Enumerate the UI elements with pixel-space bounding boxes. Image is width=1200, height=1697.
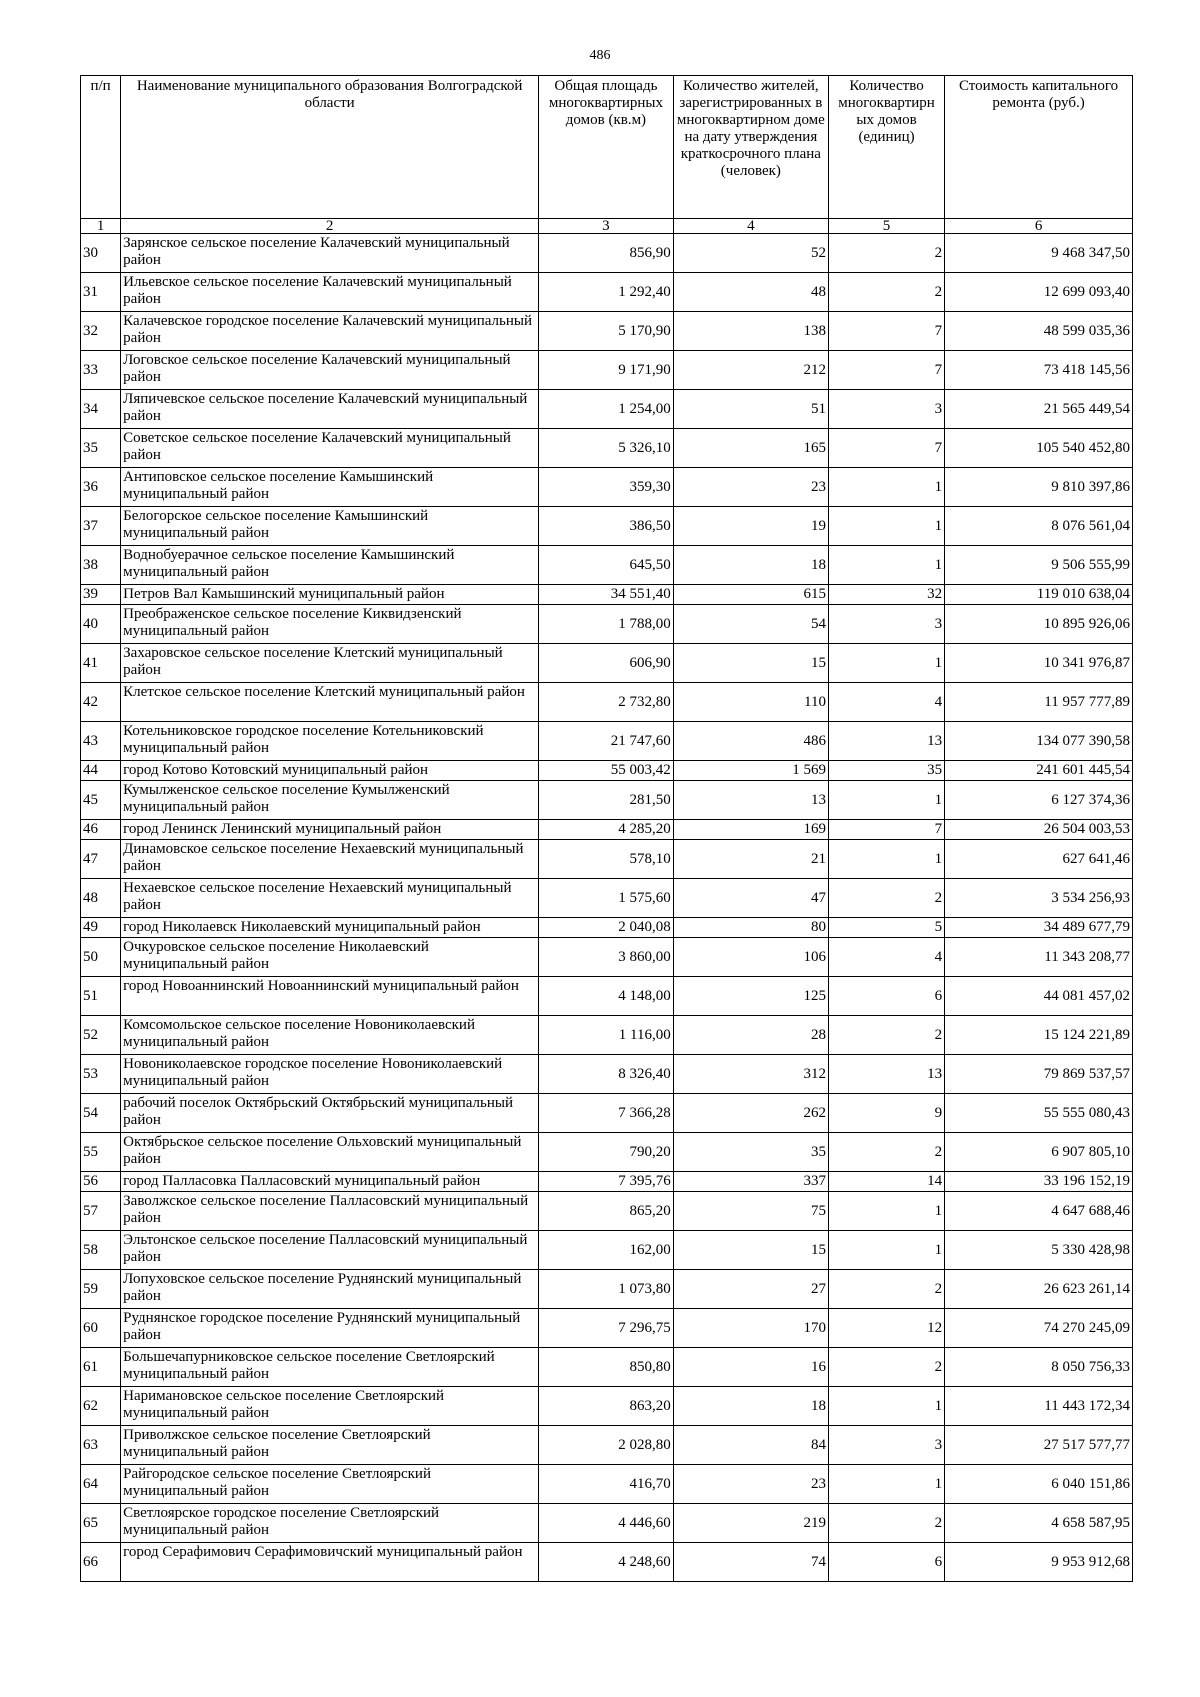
table-row <box>81 1133 1133 1172</box>
header-repair-cost: Стоимость капитального ремонта (руб.) <box>945 76 1133 219</box>
repair-cost: 26 623 261,14 <box>945 1270 1133 1309</box>
row-number: 30 <box>81 234 121 273</box>
capital-repair-table <box>80 75 1133 1582</box>
buildings-count: 1 <box>828 507 944 546</box>
column-number: 2 <box>121 219 539 234</box>
total-area: 5 326,10 <box>539 429 674 468</box>
row-number: 51 <box>81 977 121 1016</box>
column-number: 5 <box>828 219 944 234</box>
row-number: 55 <box>81 1133 121 1172</box>
total-area: 578,10 <box>539 840 674 879</box>
residents-count: 312 <box>673 1055 828 1094</box>
repair-cost: 3 534 256,93 <box>945 879 1133 918</box>
municipality-name: Райгородское сельское поселение Светлоярский муниципальный район <box>121 1465 539 1504</box>
municipality-name: Очкуровское сельское поселение Николаевский муниципальный район <box>121 938 539 977</box>
header-buildings-count: Количество многоквартирн ых домов (единиц) <box>828 76 944 219</box>
table-row <box>81 1231 1133 1270</box>
residents-count: 337 <box>673 1172 828 1192</box>
total-area: 4 285,20 <box>539 820 674 840</box>
row-number: 52 <box>81 1016 121 1055</box>
table-row <box>81 820 1133 840</box>
total-area: 1 575,60 <box>539 879 674 918</box>
total-area: 1 292,40 <box>539 273 674 312</box>
buildings-count: 2 <box>828 1016 944 1055</box>
residents-count: 51 <box>673 390 828 429</box>
table-row <box>81 585 1133 605</box>
repair-cost: 5 330 428,98 <box>945 1231 1133 1270</box>
repair-cost: 105 540 452,80 <box>945 429 1133 468</box>
row-number: 41 <box>81 644 121 683</box>
buildings-count: 35 <box>828 761 944 781</box>
row-number: 53 <box>81 1055 121 1094</box>
table-row <box>81 722 1133 761</box>
residents-count: 27 <box>673 1270 828 1309</box>
repair-cost: 26 504 003,53 <box>945 820 1133 840</box>
buildings-count: 2 <box>828 273 944 312</box>
row-number: 44 <box>81 761 121 781</box>
table-row <box>81 1543 1133 1582</box>
row-number: 63 <box>81 1426 121 1465</box>
municipality-name: Логовское сельское поселение Калачевский муниципальный район <box>121 351 539 390</box>
total-area: 416,70 <box>539 1465 674 1504</box>
buildings-count: 1 <box>828 840 944 879</box>
table-row <box>81 1172 1133 1192</box>
municipality-name: город Котово Котовский муниципальный район <box>121 761 539 781</box>
repair-cost: 15 124 221,89 <box>945 1016 1133 1055</box>
buildings-count: 3 <box>828 390 944 429</box>
municipality-name: город Николаевск Николаевский муниципальный район <box>121 918 539 938</box>
residents-count: 47 <box>673 879 828 918</box>
row-number: 31 <box>81 273 121 312</box>
municipality-name: Котельниковское городское поселение Котельниковский муниципальный район <box>121 722 539 761</box>
buildings-count: 1 <box>828 1192 944 1231</box>
header-number: п/п <box>81 76 121 219</box>
total-area: 856,90 <box>539 234 674 273</box>
buildings-count: 1 <box>828 1387 944 1426</box>
residents-count: 15 <box>673 644 828 683</box>
residents-count: 1 569 <box>673 761 828 781</box>
repair-cost: 241 601 445,54 <box>945 761 1133 781</box>
residents-count: 28 <box>673 1016 828 1055</box>
residents-count: 75 <box>673 1192 828 1231</box>
repair-cost: 10 341 976,87 <box>945 644 1133 683</box>
total-area: 7 366,28 <box>539 1094 674 1133</box>
buildings-count: 2 <box>828 1133 944 1172</box>
table-row <box>81 605 1133 644</box>
header-total-area: Общая площадь многоквартирных домов (кв.м) <box>539 76 674 219</box>
municipality-name: Большечапурниковское сельское поселение Светлоярский муниципальный район <box>121 1348 539 1387</box>
row-number: 46 <box>81 820 121 840</box>
repair-cost: 74 270 245,09 <box>945 1309 1133 1348</box>
row-number: 58 <box>81 1231 121 1270</box>
municipality-name: Ильевское сельское поселение Калачевский муниципальный район <box>121 273 539 312</box>
table-row <box>81 644 1133 683</box>
table-row <box>81 1270 1133 1309</box>
residents-count: 138 <box>673 312 828 351</box>
table-row <box>81 1192 1133 1231</box>
municipality-name: Ляпичевское сельское поселение Калачевский муниципальный район <box>121 390 539 429</box>
repair-cost: 4 658 587,95 <box>945 1504 1133 1543</box>
row-number: 32 <box>81 312 121 351</box>
total-area: 1 116,00 <box>539 1016 674 1055</box>
table-row <box>81 1387 1133 1426</box>
municipality-name: город Палласовка Палласовский муниципальный район <box>121 1172 539 1192</box>
residents-count: 74 <box>673 1543 828 1582</box>
row-number: 38 <box>81 546 121 585</box>
repair-cost: 21 565 449,54 <box>945 390 1133 429</box>
residents-count: 615 <box>673 585 828 605</box>
total-area: 2 028,80 <box>539 1426 674 1465</box>
total-area: 7 395,76 <box>539 1172 674 1192</box>
repair-cost: 9 468 347,50 <box>945 234 1133 273</box>
total-area: 9 171,90 <box>539 351 674 390</box>
row-number: 60 <box>81 1309 121 1348</box>
row-number: 64 <box>81 1465 121 1504</box>
residents-count: 35 <box>673 1133 828 1172</box>
residents-count: 16 <box>673 1348 828 1387</box>
header-municipality-name: Наименование муниципального образования Волгоградской области <box>121 76 539 219</box>
repair-cost: 34 489 677,79 <box>945 918 1133 938</box>
residents-count: 23 <box>673 468 828 507</box>
residents-count: 169 <box>673 820 828 840</box>
table-row <box>81 879 1133 918</box>
total-area: 162,00 <box>539 1231 674 1270</box>
residents-count: 23 <box>673 1465 828 1504</box>
total-area: 8 326,40 <box>539 1055 674 1094</box>
row-number: 40 <box>81 605 121 644</box>
total-area: 21 747,60 <box>539 722 674 761</box>
municipality-name: город Новоаннинский Новоаннинский муниципальный район <box>121 977 539 1016</box>
row-number: 47 <box>81 840 121 879</box>
municipality-name: Новониколаевское городское поселение Новониколаевский муниципальный район <box>121 1055 539 1094</box>
municipality-name: Клетское сельское поселение Клетский муниципальный район <box>121 683 539 722</box>
total-area: 4 148,00 <box>539 977 674 1016</box>
table-row <box>81 683 1133 722</box>
municipality-name: город Ленинск Ленинский муниципальный район <box>121 820 539 840</box>
buildings-count: 1 <box>828 1465 944 1504</box>
municipality-name: Белогорское сельское поселение Камышинский муниципальный район <box>121 507 539 546</box>
buildings-count: 7 <box>828 429 944 468</box>
repair-cost: 11 957 777,89 <box>945 683 1133 722</box>
residents-count: 84 <box>673 1426 828 1465</box>
residents-count: 106 <box>673 938 828 977</box>
table-row <box>81 781 1133 820</box>
buildings-count: 2 <box>828 879 944 918</box>
residents-count: 165 <box>673 429 828 468</box>
row-number: 35 <box>81 429 121 468</box>
municipality-name: Светлоярское городское поселение Светлоярский муниципальный район <box>121 1504 539 1543</box>
total-area: 863,20 <box>539 1387 674 1426</box>
municipality-name: Лопуховское сельское поселение Руднянский муниципальный район <box>121 1270 539 1309</box>
residents-count: 18 <box>673 546 828 585</box>
municipality-name: Кумылженское сельское поселение Кумылженский муниципальный район <box>121 781 539 820</box>
residents-count: 125 <box>673 977 828 1016</box>
page-number: 486 <box>589 48 611 63</box>
table-row <box>81 840 1133 879</box>
column-number: 1 <box>81 219 121 234</box>
buildings-count: 13 <box>828 1055 944 1094</box>
municipality-name: Динамовское сельское поселение Нехаевский муниципальный район <box>121 840 539 879</box>
table-row <box>81 1309 1133 1348</box>
repair-cost: 9 810 397,86 <box>945 468 1133 507</box>
residents-count: 80 <box>673 918 828 938</box>
row-number: 50 <box>81 938 121 977</box>
repair-cost: 6 907 805,10 <box>945 1133 1133 1172</box>
municipality-name: Заволжское сельское поселение Палласовский муниципальный район <box>121 1192 539 1231</box>
municipality-name: Руднянское городское поселение Руднянский муниципальный район <box>121 1309 539 1348</box>
repair-cost: 44 081 457,02 <box>945 977 1133 1016</box>
total-area: 1 254,00 <box>539 390 674 429</box>
repair-cost: 627 641,46 <box>945 840 1133 879</box>
repair-cost: 134 077 390,58 <box>945 722 1133 761</box>
table-row <box>81 1426 1133 1465</box>
municipality-name: город Серафимович Серафимовичский муниципальный район <box>121 1543 539 1582</box>
buildings-count: 13 <box>828 722 944 761</box>
residents-count: 19 <box>673 507 828 546</box>
row-number: 36 <box>81 468 121 507</box>
residents-count: 13 <box>673 781 828 820</box>
table-row <box>81 938 1133 977</box>
row-number: 42 <box>81 683 121 722</box>
column-number: 3 <box>539 219 674 234</box>
residents-count: 48 <box>673 273 828 312</box>
buildings-count: 3 <box>828 605 944 644</box>
row-number: 66 <box>81 1543 121 1582</box>
buildings-count: 5 <box>828 918 944 938</box>
repair-cost: 6 127 374,36 <box>945 781 1133 820</box>
municipality-name: Нехаевское сельское поселение Нехаевский муниципальный район <box>121 879 539 918</box>
total-area: 645,50 <box>539 546 674 585</box>
table-row <box>81 1348 1133 1387</box>
repair-cost: 10 895 926,06 <box>945 605 1133 644</box>
row-number: 56 <box>81 1172 121 1192</box>
row-number: 59 <box>81 1270 121 1309</box>
table-row <box>81 390 1133 429</box>
total-area: 5 170,90 <box>539 312 674 351</box>
buildings-count: 1 <box>828 781 944 820</box>
municipality-name: Зарянское сельское поселение Калачевский муниципальный район <box>121 234 539 273</box>
buildings-count: 7 <box>828 820 944 840</box>
buildings-count: 4 <box>828 938 944 977</box>
residents-count: 52 <box>673 234 828 273</box>
residents-count: 110 <box>673 683 828 722</box>
buildings-count: 6 <box>828 977 944 1016</box>
repair-cost: 4 647 688,46 <box>945 1192 1133 1231</box>
table-body <box>81 234 1133 1582</box>
total-area: 865,20 <box>539 1192 674 1231</box>
repair-cost: 27 517 577,77 <box>945 1426 1133 1465</box>
repair-cost: 79 869 537,57 <box>945 1055 1133 1094</box>
residents-count: 15 <box>673 1231 828 1270</box>
total-area: 4 248,60 <box>539 1543 674 1582</box>
buildings-count: 1 <box>828 1231 944 1270</box>
buildings-count: 2 <box>828 1348 944 1387</box>
buildings-count: 7 <box>828 312 944 351</box>
table-row <box>81 273 1133 312</box>
table-row <box>81 918 1133 938</box>
row-number: 39 <box>81 585 121 605</box>
table-row <box>81 1504 1133 1543</box>
total-area: 386,50 <box>539 507 674 546</box>
row-number: 61 <box>81 1348 121 1387</box>
buildings-count: 1 <box>828 644 944 683</box>
table-row <box>81 977 1133 1016</box>
total-area: 2 732,80 <box>539 683 674 722</box>
table-row <box>81 351 1133 390</box>
row-number: 37 <box>81 507 121 546</box>
buildings-count: 9 <box>828 1094 944 1133</box>
buildings-count: 2 <box>828 1270 944 1309</box>
row-number: 43 <box>81 722 121 761</box>
residents-count: 262 <box>673 1094 828 1133</box>
table-row <box>81 546 1133 585</box>
buildings-count: 6 <box>828 1543 944 1582</box>
total-area: 4 446,60 <box>539 1504 674 1543</box>
municipality-name: Эльтонское сельское поселение Палласовский муниципальный район <box>121 1231 539 1270</box>
residents-count: 170 <box>673 1309 828 1348</box>
repair-cost: 9 506 555,99 <box>945 546 1133 585</box>
repair-cost: 55 555 080,43 <box>945 1094 1133 1133</box>
table-row <box>81 234 1133 273</box>
municipality-name: Петров Вал Камышинский муниципальный район <box>121 585 539 605</box>
buildings-count: 12 <box>828 1309 944 1348</box>
municipality-name: рабочий поселок Октябрьский Октябрьский муниципальный район <box>121 1094 539 1133</box>
total-area: 3 860,00 <box>539 938 674 977</box>
table-row <box>81 507 1133 546</box>
municipality-name: Комсомольское сельское поселение Новониколаевский муниципальный район <box>121 1016 539 1055</box>
repair-cost: 119 010 638,04 <box>945 585 1133 605</box>
residents-count: 21 <box>673 840 828 879</box>
row-number: 65 <box>81 1504 121 1543</box>
repair-cost: 11 343 208,77 <box>945 938 1133 977</box>
total-area: 790,20 <box>539 1133 674 1172</box>
buildings-count: 2 <box>828 1504 944 1543</box>
total-area: 850,80 <box>539 1348 674 1387</box>
buildings-count: 2 <box>828 234 944 273</box>
table-row <box>81 1094 1133 1133</box>
municipality-name: Наримановское сельское поселение Светлоярский муниципальный район <box>121 1387 539 1426</box>
municipality-name: Приволжское сельское поселение Светлоярский муниципальный район <box>121 1426 539 1465</box>
row-number: 49 <box>81 918 121 938</box>
repair-cost: 6 040 151,86 <box>945 1465 1133 1504</box>
total-area: 55 003,42 <box>539 761 674 781</box>
residents-count: 212 <box>673 351 828 390</box>
row-number: 45 <box>81 781 121 820</box>
total-area: 34 551,40 <box>539 585 674 605</box>
repair-cost: 33 196 152,19 <box>945 1172 1133 1192</box>
municipality-name: Воднобуерачное сельское поселение Камышинский муниципальный район <box>121 546 539 585</box>
table-row <box>81 1465 1133 1504</box>
row-number: 33 <box>81 351 121 390</box>
row-number: 62 <box>81 1387 121 1426</box>
residents-count: 219 <box>673 1504 828 1543</box>
municipality-name: Советское сельское поселение Калачевский муниципальный район <box>121 429 539 468</box>
municipality-name: Преображенское сельское поселение Киквидзенский муниципальный район <box>121 605 539 644</box>
table-row <box>81 1016 1133 1055</box>
total-area: 359,30 <box>539 468 674 507</box>
buildings-count: 7 <box>828 351 944 390</box>
repair-cost: 12 699 093,40 <box>945 273 1133 312</box>
buildings-count: 1 <box>828 546 944 585</box>
column-number: 4 <box>673 219 828 234</box>
table-row <box>81 468 1133 507</box>
repair-cost: 8 076 561,04 <box>945 507 1133 546</box>
row-number: 54 <box>81 1094 121 1133</box>
residents-count: 18 <box>673 1387 828 1426</box>
municipality-name: Калачевское городское поселение Калачевский муниципальный район <box>121 312 539 351</box>
buildings-count: 4 <box>828 683 944 722</box>
repair-cost: 9 953 912,68 <box>945 1543 1133 1582</box>
total-area: 1 073,80 <box>539 1270 674 1309</box>
table-row <box>81 761 1133 781</box>
municipality-name: Захаровское сельское поселение Клетский муниципальный район <box>121 644 539 683</box>
municipality-name: Антиповское сельское поселение Камышинский муниципальный район <box>121 468 539 507</box>
buildings-count: 1 <box>828 468 944 507</box>
table-row <box>81 429 1133 468</box>
table-row <box>81 1055 1133 1094</box>
repair-cost: 73 418 145,56 <box>945 351 1133 390</box>
column-number: 6 <box>945 219 1133 234</box>
total-area: 2 040,08 <box>539 918 674 938</box>
total-area: 606,90 <box>539 644 674 683</box>
repair-cost: 8 050 756,33 <box>945 1348 1133 1387</box>
residents-count: 54 <box>673 605 828 644</box>
repair-cost: 48 599 035,36 <box>945 312 1133 351</box>
row-number: 48 <box>81 879 121 918</box>
row-number: 34 <box>81 390 121 429</box>
total-area: 1 788,00 <box>539 605 674 644</box>
repair-cost: 11 443 172,34 <box>945 1387 1133 1426</box>
total-area: 281,50 <box>539 781 674 820</box>
buildings-count: 3 <box>828 1426 944 1465</box>
residents-count: 486 <box>673 722 828 761</box>
total-area: 7 296,75 <box>539 1309 674 1348</box>
header-residents-count: Количество жителей, зарегистрированных в многоквартирном доме на дату утверждения краткосрочного плана (человек) <box>673 76 828 219</box>
table-row <box>81 312 1133 351</box>
buildings-count: 14 <box>828 1172 944 1192</box>
buildings-count: 32 <box>828 585 944 605</box>
municipality-name: Октябрьское сельское поселение Ольховский муниципальный район <box>121 1133 539 1172</box>
row-number: 57 <box>81 1192 121 1231</box>
